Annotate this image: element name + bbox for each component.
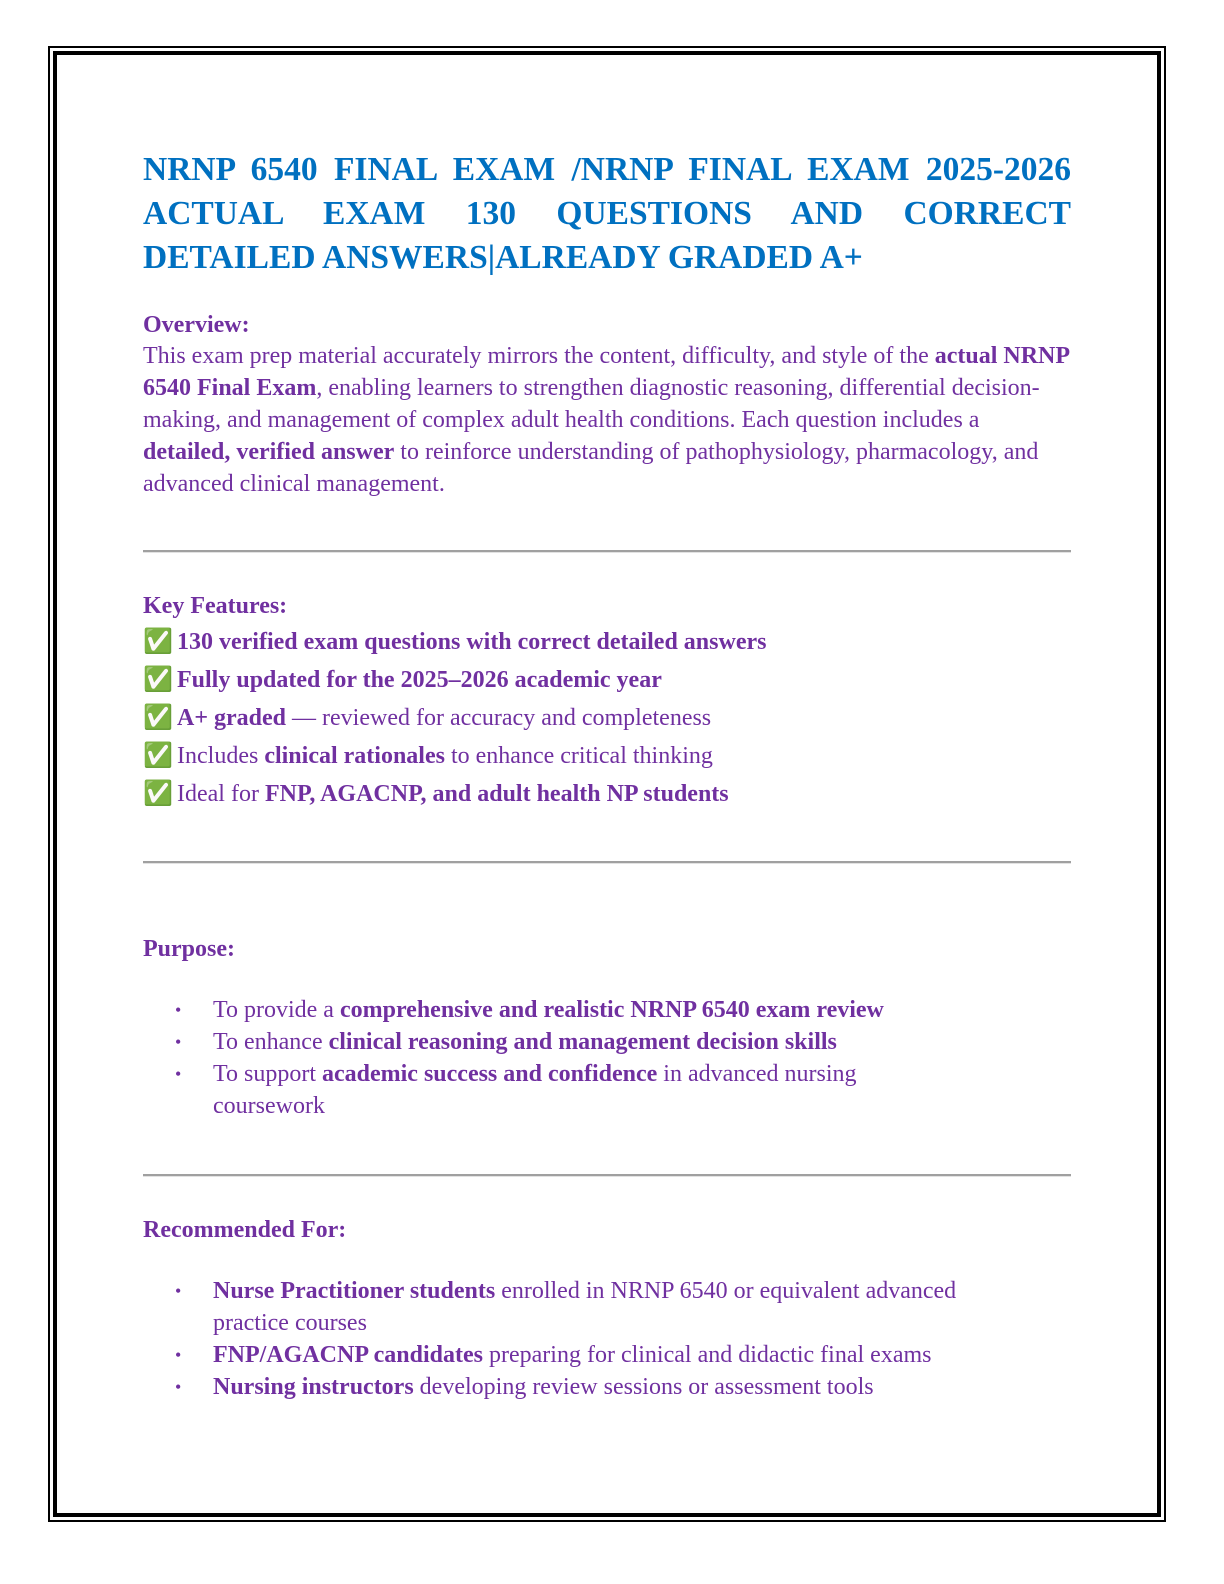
purpose-text	[213, 1026, 1071, 1058]
list-item	[143, 1371, 1071, 1403]
overview-heading: Overview:	[143, 312, 250, 338]
bullet-icon: •	[175, 1377, 182, 1397]
feature-text	[177, 738, 713, 775]
checkmark-icon: ✅	[143, 627, 173, 655]
list-item	[143, 1275, 1071, 1339]
list-item	[143, 699, 1071, 737]
recommended-bold: FNP/AGACNP candidates	[213, 1342, 483, 1368]
purpose-text	[213, 1058, 1071, 1122]
overview-section	[143, 310, 1071, 500]
feature-bold: clinical rationales	[264, 743, 445, 769]
list-item	[143, 661, 1071, 699]
checkmark-icon: ✅	[143, 703, 173, 731]
key-features-section	[143, 589, 1071, 813]
divider-3	[143, 1174, 1071, 1177]
list-item	[143, 775, 1071, 813]
overview-paragraph	[143, 340, 1071, 500]
divider-2	[143, 861, 1071, 864]
recommended-post: enrolled in NRNP 6540 or equivalent advanced practice courses	[213, 1278, 957, 1336]
recommended-bold: Nursing instructors	[213, 1374, 414, 1400]
document-body	[143, 148, 1071, 1403]
bullet-icon: •	[175, 1345, 182, 1365]
document-title: NRNP 6540 FINAL EXAM /NRNP FINAL EXAM 2025-2026 ACTUAL EXAM 130 QUESTIONS AND CORRECT DETAILED ANSWERS|ALREADY GRADED A+	[143, 151, 1071, 276]
recommended-text	[213, 1275, 1071, 1339]
overview-bold-2: detailed, verified answer	[143, 439, 395, 465]
overview-bold-1: actual NRNP 6540 Final Exam	[143, 343, 1069, 401]
recommended-text	[213, 1339, 1071, 1371]
purpose-section	[143, 934, 1071, 1122]
checkmark-icon: ✅	[143, 779, 173, 807]
purpose-text	[213, 994, 1071, 1026]
feature-post: — reviewed for accuracy and completeness	[286, 705, 712, 731]
feature-post: to enhance critical thinking	[444, 743, 713, 769]
feature-text	[177, 776, 729, 813]
feature-text	[177, 624, 766, 661]
key-features-heading: Key Features:	[143, 593, 288, 619]
list-item	[143, 1026, 1071, 1058]
list-item	[143, 994, 1071, 1026]
bullet-icon: •	[175, 1281, 182, 1301]
purpose-pre: To support	[213, 1061, 322, 1087]
overview-text-1: This exam prep material accurately mirrors the content, difficulty, and style of the	[143, 343, 935, 369]
divider-1	[143, 550, 1071, 553]
feature-bold: Fully updated for the 2025–2026 academic year	[177, 667, 662, 693]
purpose-post: in advanced nursing coursework	[213, 1061, 857, 1119]
list-item	[143, 623, 1071, 661]
key-features-list	[143, 623, 1071, 813]
feature-bold: 130 verified exam questions with correct detailed answers	[177, 629, 767, 655]
recommended-text	[213, 1371, 1071, 1403]
feature-pre: Includes	[177, 743, 265, 769]
overview-text-3: to reinforce understanding of pathophysiology, pharmacology, and advanced clinical management.	[143, 439, 1039, 497]
list-item	[143, 1058, 1071, 1122]
checkmark-icon: ✅	[143, 665, 173, 693]
bullet-icon: •	[175, 1032, 182, 1052]
feature-bold: FNP, AGACNP, and adult health NP students	[264, 781, 729, 807]
recommended-list	[143, 1275, 1071, 1403]
feature-text	[177, 700, 711, 737]
purpose-bold: comprehensive and realistic NRNP 6540 exam review	[339, 997, 884, 1023]
recommended-heading: Recommended For:	[143, 1217, 347, 1243]
list-item	[143, 1339, 1071, 1371]
checkmark-icon: ✅	[143, 741, 173, 769]
overview-text-2: , enabling learners to strengthen diagnostic reasoning, differential decision-making, and management of complex adult health conditions. Each question includes a	[143, 375, 1040, 433]
bullet-icon: •	[175, 1000, 182, 1020]
purpose-bold: academic success and confidence	[321, 1061, 658, 1087]
recommended-post: preparing for clinical and didactic final exams	[483, 1342, 932, 1368]
purpose-heading: Purpose:	[143, 936, 235, 962]
purpose-pre: To enhance	[213, 1029, 329, 1055]
recommended-post: developing review sessions or assessment tools	[413, 1374, 874, 1400]
list-item	[143, 737, 1071, 775]
feature-bold: A+ graded	[177, 705, 287, 731]
purpose-bold: clinical reasoning and management decision skills	[328, 1029, 837, 1055]
recommended-section	[143, 1215, 1071, 1403]
recommended-bold: Nurse Practitioner students	[213, 1278, 496, 1304]
feature-text	[177, 662, 662, 699]
purpose-pre: To provide a	[213, 997, 340, 1023]
bullet-icon: •	[175, 1064, 182, 1084]
purpose-list	[143, 994, 1071, 1122]
feature-pre: Ideal for	[177, 781, 265, 807]
